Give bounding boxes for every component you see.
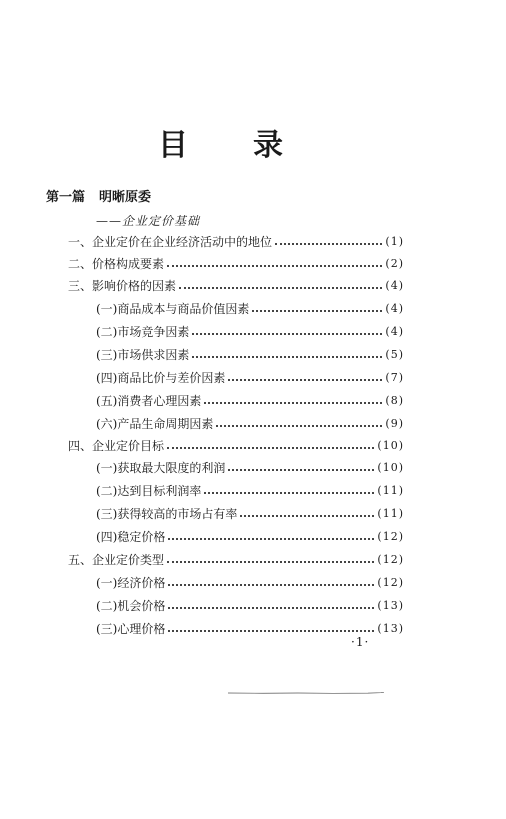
- title-char-1: 目: [158, 128, 188, 163]
- toc-entry-page: (10): [377, 461, 404, 474]
- title-char-2: 录: [253, 128, 283, 163]
- toc-entry-page: (4): [385, 302, 404, 315]
- toc-entry-label: (二)市场竞争因素: [96, 325, 190, 339]
- toc-leader-dots: [167, 561, 374, 563]
- toc-leader-dots: [204, 402, 382, 404]
- toc-entry-page: (9): [385, 417, 404, 430]
- toc-entry: [68, 436, 404, 456]
- toc-entry-page: (12): [377, 576, 404, 589]
- toc-entry: [96, 596, 404, 616]
- toc-entry: [96, 504, 404, 524]
- toc-leader-dots: [192, 333, 382, 335]
- toc-entry-label: (二)达到目标利润率: [96, 484, 202, 498]
- toc-entry: [96, 414, 404, 434]
- toc-entry-label: (二)机会价格: [96, 599, 166, 613]
- toc-leader-dots: [204, 492, 374, 494]
- toc-entry-page: (8): [385, 394, 404, 407]
- toc-leader-dots: [168, 538, 374, 540]
- toc-leader-dots: [240, 515, 374, 517]
- toc-leader-dots: [275, 243, 382, 245]
- toc-leader-dots: [167, 447, 374, 449]
- toc-leader-dots: [168, 607, 374, 609]
- toc-entry-label: 二、价格构成要素: [68, 257, 165, 271]
- toc-entry-label: (三)心理价格: [96, 622, 166, 636]
- toc-entry-page: (13): [377, 599, 404, 612]
- toc-entry-page: (11): [377, 507, 404, 520]
- toc-entry-label: (一)获取最大限度的利润: [96, 461, 226, 475]
- toc-entry-label: (三)市场供求因素: [96, 348, 190, 362]
- toc-entry-label: (四)稳定价格: [96, 530, 166, 544]
- part-number: 第一篇: [46, 190, 86, 205]
- toc-leader-dots: [216, 425, 382, 427]
- toc-entry: [96, 573, 404, 593]
- toc-entry-label: (一)商品成本与商品价值因素: [96, 302, 250, 316]
- toc-entry: [96, 391, 404, 411]
- toc-leader-dots: [228, 469, 374, 471]
- toc-entry-label: (三)获得较高的市场占有率: [96, 507, 238, 521]
- toc-entry: [96, 481, 404, 501]
- toc-entry-page: (12): [377, 553, 404, 566]
- toc-entry-page: (7): [385, 371, 404, 384]
- toc-entry-page: (11): [377, 484, 404, 497]
- page-number: ·1·: [351, 635, 370, 649]
- part-heading: [46, 190, 151, 206]
- toc-entry-label: (六)产品生命周期因素: [96, 417, 214, 431]
- toc-entry-page: (1): [385, 235, 404, 248]
- scan-edge-rule: [150, 692, 462, 694]
- toc-leader-dots: [228, 379, 382, 381]
- toc-entry-label: (一)经济价格: [96, 576, 166, 590]
- toc-entry-page: (12): [377, 530, 404, 543]
- toc-leader-dots: [192, 356, 382, 358]
- toc-leader-dots: [252, 310, 382, 312]
- part-name: 明晰原委: [99, 190, 152, 205]
- toc-entry-label: (五)消费者心理因素: [96, 394, 202, 408]
- toc-entry: [96, 299, 404, 319]
- toc-entry-page: (4): [385, 325, 404, 338]
- toc-entry: [96, 527, 404, 547]
- toc-entry-label: 三、影响价格的因素: [68, 279, 177, 293]
- toc-entry: [96, 458, 404, 478]
- toc-entry: [68, 254, 404, 274]
- page-title: [0, 126, 506, 166]
- toc-entry-label: 一、企业定价在企业经济活动中的地位: [68, 235, 273, 249]
- toc-entry-page: (2): [385, 257, 404, 270]
- toc-entry-page: (4): [385, 279, 404, 292]
- toc-entry: [96, 345, 404, 365]
- toc-entry: [68, 276, 404, 296]
- toc-entry-label: 四、企业定价目标: [68, 439, 165, 453]
- part-subtitle: ——企业定价基础: [96, 214, 201, 228]
- toc-entry-label: 五、企业定价类型: [68, 553, 165, 567]
- toc-leader-dots: [168, 630, 374, 632]
- toc-entry-page: (13): [377, 622, 404, 635]
- toc-entry-page: (10): [377, 439, 404, 452]
- toc-leader-dots: [179, 287, 382, 289]
- toc-entry-page: (5): [385, 348, 404, 361]
- toc-leader-dots: [168, 584, 374, 586]
- toc-entry-label: (四)商品比价与差价因素: [96, 371, 226, 385]
- toc-entry: [68, 550, 404, 570]
- toc-entry: [96, 322, 404, 342]
- toc-entry: [96, 368, 404, 388]
- toc-leader-dots: [167, 265, 382, 267]
- toc-entry: [68, 232, 404, 252]
